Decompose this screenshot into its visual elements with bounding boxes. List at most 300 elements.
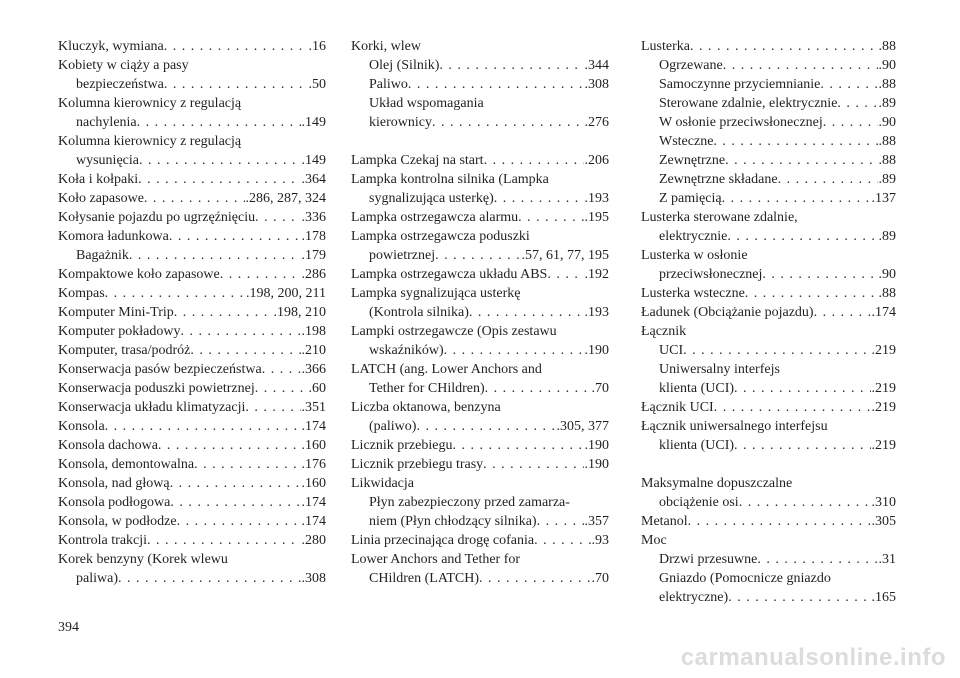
index-entry-line [351,455,609,474]
page-reference: .351 [301,400,326,415]
dot-leader [144,189,245,208]
entry-text: klienta (UCI) [659,381,735,396]
dot-leader [432,113,584,132]
index-entry-line [641,512,896,531]
entry-text: Lampka kontrolna silnika (Lampka [351,172,549,187]
page-reference: .195 [584,210,609,225]
dot-leader [105,284,245,303]
index-subentry-line [641,94,896,113]
page-reference: .57, 61, 77, 195 [521,248,609,263]
index-entry-line [351,37,609,56]
dot-leader [408,75,584,94]
page-reference: .192 [584,267,609,282]
entry-text: Korki, wlew [351,39,421,54]
dot-leader [177,512,301,531]
page-reference: .89 [878,172,896,187]
index-entry-line [351,398,609,417]
index-entry-line [351,531,609,550]
entry-text: klienta (UCI) [659,438,735,453]
index-entry [351,37,609,132]
index-entry [641,398,896,417]
entry-text: UCI [659,343,684,358]
dot-leader [158,436,301,455]
index-entry [351,322,609,360]
page-reference: .93 [591,533,609,548]
entry-text: paliwa) [76,571,118,586]
dot-leader [690,37,878,56]
entry-text: Łącznik [641,324,687,339]
page-reference: .305 [871,514,896,529]
dot-leader [688,512,871,531]
entry-text: Kobiety w ciąży a pasy [58,58,189,73]
index-entry [351,265,609,284]
index-entry-line [641,322,896,341]
index-entry-line [641,398,896,417]
entry-text: Lusterka w osłonie [641,248,748,263]
entry-text: W osłonie przeciwsłonecznej [659,115,823,130]
dot-leader [739,493,871,512]
index-subentry-line [351,303,609,322]
dot-leader [837,94,877,113]
page-reference: .206 [584,153,609,168]
index-entry-line [58,474,326,493]
entry-text: Zewnętrzne [659,153,726,168]
page-reference: .198, 210 [273,305,326,320]
index-entry [58,170,326,189]
dot-leader [683,341,870,360]
dot-leader [469,303,584,322]
dot-leader [190,341,300,360]
dot-leader [138,170,300,189]
entry-text: Lampka ostrzegawcza układu ABS [351,267,548,282]
dot-leader [547,265,583,284]
index-entry-line [351,170,609,189]
entry-text: Komputer, trasa/podróż [58,343,191,358]
entry-text: Uniwersalny interfejs [659,362,780,377]
index-entry-line [58,550,326,569]
index-entry [351,284,609,322]
dot-leader [778,170,878,189]
index-subentry-line [641,588,896,607]
dot-leader [444,341,584,360]
page-reference: .286 [301,267,326,282]
page-reference: .190 [584,457,609,472]
entry-text: Lusterka wsteczne [641,286,745,301]
index-subentry-line [641,189,896,208]
index-entry [58,436,326,455]
index-entry-line [641,284,896,303]
index-column-1 [58,37,326,588]
page-reference: .280 [301,533,326,548]
index-subentry-line [58,151,326,170]
entry-text: Układ wspomagania [369,96,484,111]
entry-text: elektryczne) [659,590,729,605]
index-entry-line [641,208,896,227]
dot-leader [745,284,878,303]
page-reference: .198, 200, 211 [246,286,326,301]
index-entry-line [58,360,326,379]
page-reference: .308 [584,77,609,92]
page-reference: .344 [584,58,609,73]
index-entry-line [641,303,896,322]
entry-text: Koła i kołpaki [58,172,139,187]
index-entry [641,208,896,246]
dot-leader [494,189,584,208]
index-entry-line [58,417,326,436]
dot-leader [262,360,301,379]
dot-leader [714,398,871,417]
index-entry-line [351,151,609,170]
dot-leader [169,227,301,246]
page-reference: .364 [301,172,326,187]
index-entry [58,189,326,208]
dot-leader [129,246,301,265]
index-subentry-line [641,436,896,455]
dot-leader [723,56,878,75]
entry-text: (paliwo) [369,419,417,434]
index-entry [641,246,896,284]
index-entry [58,37,326,56]
index-column-3 [641,37,896,607]
index-entry-line [58,379,326,398]
dot-leader [518,208,583,227]
index-entry-line [58,189,326,208]
page-reference: .219 [871,381,896,396]
page-reference: .88 [878,286,896,301]
index-subentry-line [641,493,896,512]
index-subentry-line [641,56,896,75]
index-subentry-line [351,75,609,94]
dot-leader [537,512,584,531]
page-reference: .165 [871,590,896,605]
entry-text: LATCH (ang. Lower Anchors and [351,362,542,377]
index-subentry-line [641,75,896,94]
index-entry [58,284,326,303]
index-entry-line [351,322,609,341]
index-entry-line [351,265,609,284]
page-reference: .149 [301,115,326,130]
index-entry [641,512,896,531]
entry-text: obciążenie osi [659,495,739,510]
dot-leader [180,322,300,341]
index-entry-line [351,436,609,455]
dot-leader [174,303,273,322]
index-entry-line [58,170,326,189]
index-subentry-line [641,550,896,569]
page-reference: .336 [301,210,326,225]
entry-text: Lampki ostrzegawcze (Opis zestawu [351,324,557,339]
index-entry-line [58,531,326,550]
index-subentry-line [641,113,896,132]
index-entry-line [641,474,896,493]
index-subentry-line [351,94,609,113]
entry-text: Maksymalne dopuszczalne [641,476,793,491]
index-entry [58,341,326,360]
dot-leader [435,246,520,265]
index-entry [351,455,609,474]
index-entry-line [351,474,609,493]
dot-leader [483,455,583,474]
index-entry-line [58,227,326,246]
page-reference: .90 [878,58,896,73]
page-reference: .149 [301,153,326,168]
entry-text: Konsola [58,419,105,434]
index-entry [351,151,609,170]
entry-text: Zewnętrzne składane [659,172,778,187]
dot-leader [439,56,583,75]
index-entry [351,398,609,436]
entry-text: Z pamięcią [659,191,722,206]
dot-leader [137,113,301,132]
index-entry-line [58,512,326,531]
page-reference: .305, 377 [556,419,609,434]
index-entry-line [58,132,326,151]
index-entry [641,322,896,398]
index-entry-line [351,227,609,246]
page-reference: .70 [591,571,609,586]
dot-leader [118,569,301,588]
dot-leader [245,398,300,417]
index-subentry-line [641,265,896,284]
index-subentry-line [351,56,609,75]
page-reference: .190 [584,343,609,358]
index-subentry-line [58,75,326,94]
entry-text: Metanol [641,514,688,529]
index-subentry-line [58,246,326,265]
index-entry [58,132,326,170]
entry-text: Kluczyk, wymiana [58,39,164,54]
dot-leader [170,474,301,493]
entry-text: CHildren (LATCH) [369,571,480,586]
dot-leader [534,531,590,550]
entry-text: Łącznik uniwersalnego interfejsu [641,419,828,434]
index-column-2 [351,37,609,588]
index-entry [351,550,609,588]
index-entry [351,531,609,550]
entry-text: Sterowane zdalnie, elektrycznie [659,96,838,111]
entry-text: Lower Anchors and Tether for [351,552,521,567]
entry-text: Konserwacja poduszki powietrznej [58,381,255,396]
index-entry-line [58,493,326,512]
index-subentry-line [351,569,609,588]
index-entry-line [58,37,326,56]
page-reference: .286, 287, 324 [245,191,326,206]
entry-text: elektrycznie [659,229,728,244]
index-subentry-line [641,341,896,360]
index-subentry-line [351,417,609,436]
index-entry [58,417,326,436]
dot-leader [170,493,300,512]
entry-text: Lusterka sterowane zdalnie, [641,210,798,225]
entry-text: niem (Płyn chłodzący silnika) [369,514,537,529]
index-entry-line [58,208,326,227]
index-entry [641,474,896,512]
page-reference: .198 [301,324,326,339]
page-reference: .190 [584,438,609,453]
index-entry [58,94,326,132]
entry-text: Wsteczne [659,134,714,149]
dot-leader [814,303,871,322]
entry-text: Licznik przebiegu trasy [351,457,484,472]
entry-text: Paliwo [369,77,408,92]
entry-text: Gniazdo (Pomocnicze gniazdo [659,571,831,586]
entry-text: sygnalizująca usterkę) [369,191,494,206]
index-entry [58,265,326,284]
entry-text: Konserwacja pasów bezpieczeństwa [58,362,262,377]
index-entry-line [58,322,326,341]
page-reference: .88 [878,77,896,92]
index-entry-line [641,417,896,436]
index-entry [641,531,896,607]
index-entry [58,227,326,265]
index-subentry-line [351,113,609,132]
index-entry-line [58,56,326,75]
entry-text: Komora ładunkowa [58,229,169,244]
dot-leader [762,265,877,284]
dot-leader [164,37,308,56]
page-reference: .174 [301,514,326,529]
dot-leader [713,132,877,151]
index-entry [641,37,896,208]
entry-text: Likwidacja [351,476,414,491]
dot-leader [734,436,870,455]
entry-text: nachylenia [76,115,137,130]
dot-leader [820,75,877,94]
index-entry-line [58,341,326,360]
index-subentry-line [641,170,896,189]
entry-text: kierownicy [369,115,432,130]
entry-text: Liczba oktanowa, benzyna [351,400,501,415]
page-reference: .219 [871,400,896,415]
page-reference: .16 [308,39,326,54]
page-reference: .193 [584,305,609,320]
entry-text: Kolumna kierownicy z regulacją [58,134,242,149]
entry-text: Łącznik UCI [641,400,714,415]
index-subentry-line [641,151,896,170]
dot-leader [485,379,591,398]
index-subentry-line [351,189,609,208]
page-reference: .60 [308,381,326,396]
page-reference: .89 [878,229,896,244]
index-entry-line [58,398,326,417]
index-entry [58,303,326,322]
watermark: carmanualsonline.info [680,644,946,671]
entry-text: Lampka ostrzegawcza poduszki [351,229,530,244]
page-reference: .50 [308,77,326,92]
entry-text: Kompas [58,286,105,301]
entry-text: Konsola, w podłodze [58,514,177,529]
index-entry [58,474,326,493]
entry-text: Kołysanie pojazdu po ugrzęźnięciu [58,210,256,225]
index-entry [351,227,609,265]
entry-text: wysunięcia [76,153,139,168]
entry-text: Lusterka [641,39,690,54]
index-entry [351,208,609,227]
dot-leader [194,455,300,474]
page-reference: .89 [878,96,896,111]
entry-text: Kontrola trakcji [58,533,148,548]
dot-leader [105,417,301,436]
index-entry [58,208,326,227]
page-reference: .179 [301,248,326,263]
entry-text: Olej (Silnik) [369,58,440,73]
index-entry-line [58,94,326,113]
index-entry-line [351,550,609,569]
entry-text: Komputer Mini-Trip [58,305,174,320]
dot-leader [452,436,583,455]
dot-leader [255,379,308,398]
index-entry [351,474,609,531]
index-entry-line [58,303,326,322]
page-reference: .88 [878,153,896,168]
page-reference: .174 [301,419,326,434]
index-entry [58,493,326,512]
index-entry-line [351,360,609,379]
entry-text: Kompaktowe koło zapasowe [58,267,220,282]
index-entry [58,56,326,94]
dot-leader [164,75,308,94]
page-number: 394 [58,620,79,635]
entry-text: Lampka Czekaj na start [351,153,484,168]
page-reference: .193 [584,191,609,206]
page-reference: .174 [871,305,896,320]
dot-leader [823,113,878,132]
page-reference: .219 [871,343,896,358]
index-entry [351,436,609,455]
index-entry-line [641,37,896,56]
index-entry [58,360,326,379]
entry-text: (Kontrola silnika) [369,305,469,320]
index-subentry-line [351,341,609,360]
entry-text: Lampka ostrzegawcza alarmu [351,210,519,225]
entry-text: Koło zapasowe [58,191,144,206]
dot-leader [220,265,301,284]
entry-text: Płyn zabezpieczony przed zamarza- [369,495,570,510]
dot-leader [728,588,870,607]
index-subentry-line [58,569,326,588]
dot-leader [479,569,590,588]
entry-text: Bagażnik [76,248,129,263]
index-subentry-line [351,493,609,512]
entry-text: Konsola podłogowa [58,495,171,510]
entry-text: Lampka sygnalizująca usterkę [351,286,521,301]
index-entry-line [58,265,326,284]
section-gap [641,455,896,474]
dot-leader [725,151,877,170]
entry-text: Komputer pokładowy [58,324,181,339]
page-reference: .70 [591,381,609,396]
page-reference: .357 [584,514,609,529]
page-reference: .210 [301,343,326,358]
entry-text: przeciwsłonecznej [659,267,763,282]
index-subentry-line [641,227,896,246]
page-reference: .90 [878,115,896,130]
page-reference: .176 [301,457,326,472]
dot-leader [757,550,877,569]
entry-text: powietrznej [369,248,436,263]
index-entry-line [641,531,896,550]
index-entry-line [351,284,609,303]
page-reference: .88 [878,134,896,149]
dot-leader [147,531,300,550]
index-entry [58,512,326,531]
index-entry-line [58,284,326,303]
entry-text: Licznik przebiegu [351,438,453,453]
entry-text: wskaźników) [369,343,444,358]
dot-leader [727,227,877,246]
entry-text: Drzwi przesuwne [659,552,758,567]
index-entry [58,550,326,588]
